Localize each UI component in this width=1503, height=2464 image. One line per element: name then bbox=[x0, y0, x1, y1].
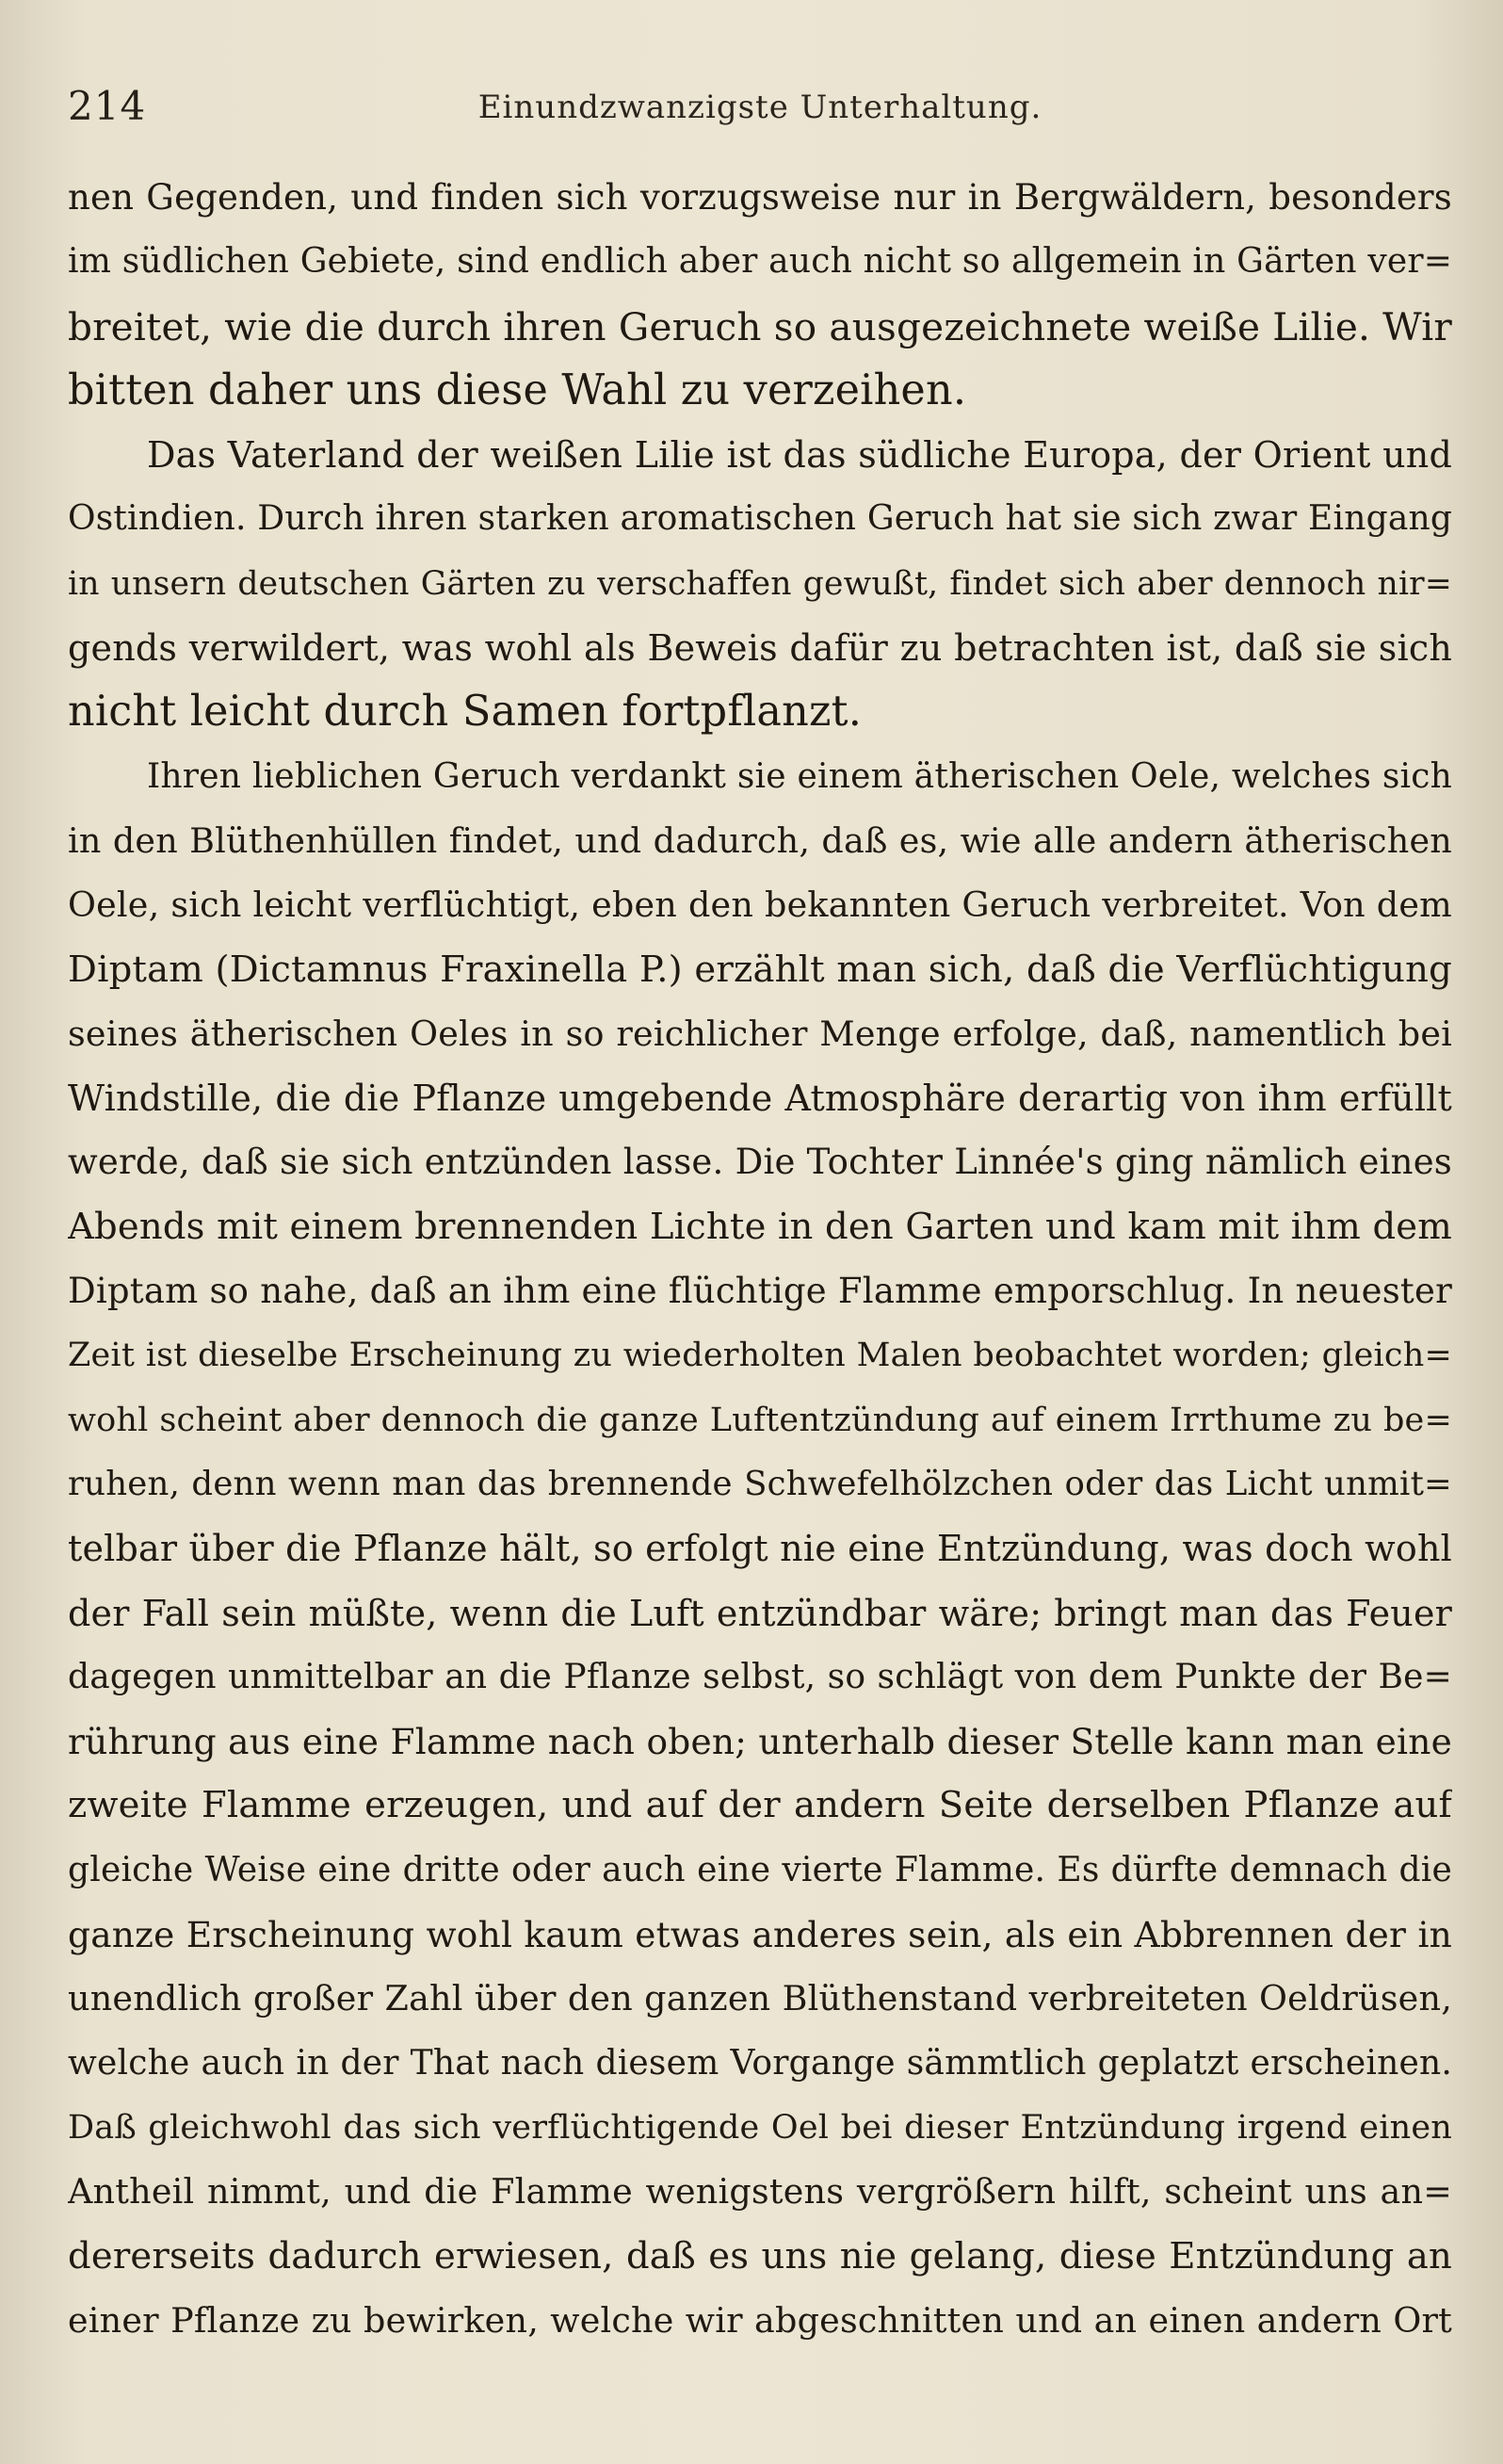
text-line: Oele, sich leicht verflüchtigt, eben den bekannten Geruch verbreitet. Von dem bbox=[68, 884, 1452, 926]
text-line: werde, daß sie sich entzünden lasse. Die Tochter Linnée's ging nämlich eines bbox=[68, 1142, 1452, 1183]
page-number: 214 bbox=[68, 83, 147, 129]
text-line: Diptam (Dictamnus Fraxinella P.) erzählt man sich, daß die Verflüchtigung bbox=[68, 948, 1452, 991]
text-line: wohl scheint aber dennoch die ganze Luftentzündung auf einem Irrthume zu be= bbox=[68, 1401, 1452, 1439]
text-line: zweite Flamme erzeugen, und auf der andern Seite derselben Pflanze auf bbox=[68, 1784, 1452, 1827]
text-line: Abends mit einem brennenden Lichte in den Garten und kam mit ihm dem bbox=[68, 1205, 1452, 1248]
text-line: bitten daher uns diese Wahl zu verzeihen. bbox=[68, 365, 967, 414]
text-line: Ostindien. Durch ihren starken aromatischen Geruch hat sie sich zwar Eingang bbox=[68, 499, 1452, 539]
text-line: Zeit ist dieselbe Erscheinung zu wiederholten Malen beobachtet worden; gleich= bbox=[68, 1337, 1452, 1375]
text-line: einer Pflanze zu bewirken, welche wir abgeschnitten und an einen andern Ort bbox=[68, 2299, 1452, 2341]
paragraph-start-line: Ihren lieblichen Geruch verdankt sie einem ätherischen Oele, welches sich bbox=[147, 756, 1452, 796]
text-line: nen Gegenden, und finden sich vorzugsweise nur in Bergwäldern, besonders bbox=[68, 177, 1452, 218]
text-line: welche auch in der That nach diesem Vorgange sämmtlich geplatzt erscheinen. bbox=[68, 2043, 1452, 2083]
text-line: gleiche Weise eine dritte oder auch eine vierte Flamme. Es dürfte demnach die bbox=[68, 1850, 1452, 1889]
paragraph-start-line: Das Vaterland der weißen Lilie ist das südliche Europa, der Orient und bbox=[147, 434, 1452, 477]
text-line: ruhen, denn wenn man das brennende Schwefelhölzchen oder das Licht unmit= bbox=[68, 1464, 1452, 1503]
text-line: dagegen unmittelbar an die Pflanze selbst, so schlägt von dem Punkte der Be= bbox=[68, 1657, 1452, 1696]
running-head: Einundzwanzigste Unterhaltung. bbox=[477, 89, 1042, 126]
page-header bbox=[68, 83, 1452, 139]
text-line: gends verwildert, was wohl als Beweis dafür zu betrachten ist, daß sie sich bbox=[68, 627, 1452, 670]
page-body bbox=[68, 166, 1452, 2353]
text-line: der Fall sein müßte, wenn die Luft entzündbar wäre; bringt man das Feuer bbox=[68, 1592, 1452, 1634]
text-line: ganze Erscheinung wohl kaum etwas anderes sein, als ein Abbrennen der in bbox=[68, 1914, 1452, 1956]
text-line: Diptam so nahe, daß an ihm eine flüchtige Flamme emporschlug. In neuester bbox=[68, 1271, 1452, 1312]
text-line: telbar über die Pflanze hält, so erfolgt nie eine Entzündung, was doch wohl bbox=[68, 1528, 1452, 1570]
text-line: seines ätherischen Oeles in so reichlicher Menge erfolge, daß, namentlich bei bbox=[68, 1013, 1452, 1054]
text-line: unendlich großer Zahl über den ganzen Blüthenstand verbreiteten Oeldrüsen, bbox=[68, 1978, 1452, 2019]
text-line: im südlichen Gebiete, sind endlich aber auch nicht so allgemein in Gärten ver= bbox=[68, 242, 1452, 282]
text-line: in den Blüthenhüllen findet, und dadurch, daß es, wie alle andern ätherischen bbox=[68, 819, 1452, 861]
text-line: Daß gleichwohl das sich verflüchtigende Oel bei dieser Entzündung irgend einen bbox=[68, 2108, 1452, 2147]
text-line: Windstille, die die Pflanze umgebende Atmosphäre derartig von ihm erfüllt bbox=[68, 1078, 1452, 1120]
text-line: dererseits dadurch erwiesen, daß es uns nie gelang, diese Entzündung an bbox=[68, 2234, 1452, 2278]
text-line: rührung aus eine Flamme nach oben; unterhalb dieser Stelle kann man eine bbox=[68, 1721, 1452, 1763]
text-line: nicht leicht durch Samen fortpflanzt. bbox=[68, 688, 863, 737]
text-line: in unsern deutschen Gärten zu verschaffen gewußt, findet sich aber dennoch nir= bbox=[68, 564, 1452, 603]
text-line: Antheil nimmt, und die Flamme wenigstens vergrößern hilft, scheint uns an= bbox=[68, 2171, 1452, 2213]
text-line: breitet, wie die durch ihren Geruch so ausgezeichnete weiße Lilie. Wir bbox=[68, 303, 1452, 349]
